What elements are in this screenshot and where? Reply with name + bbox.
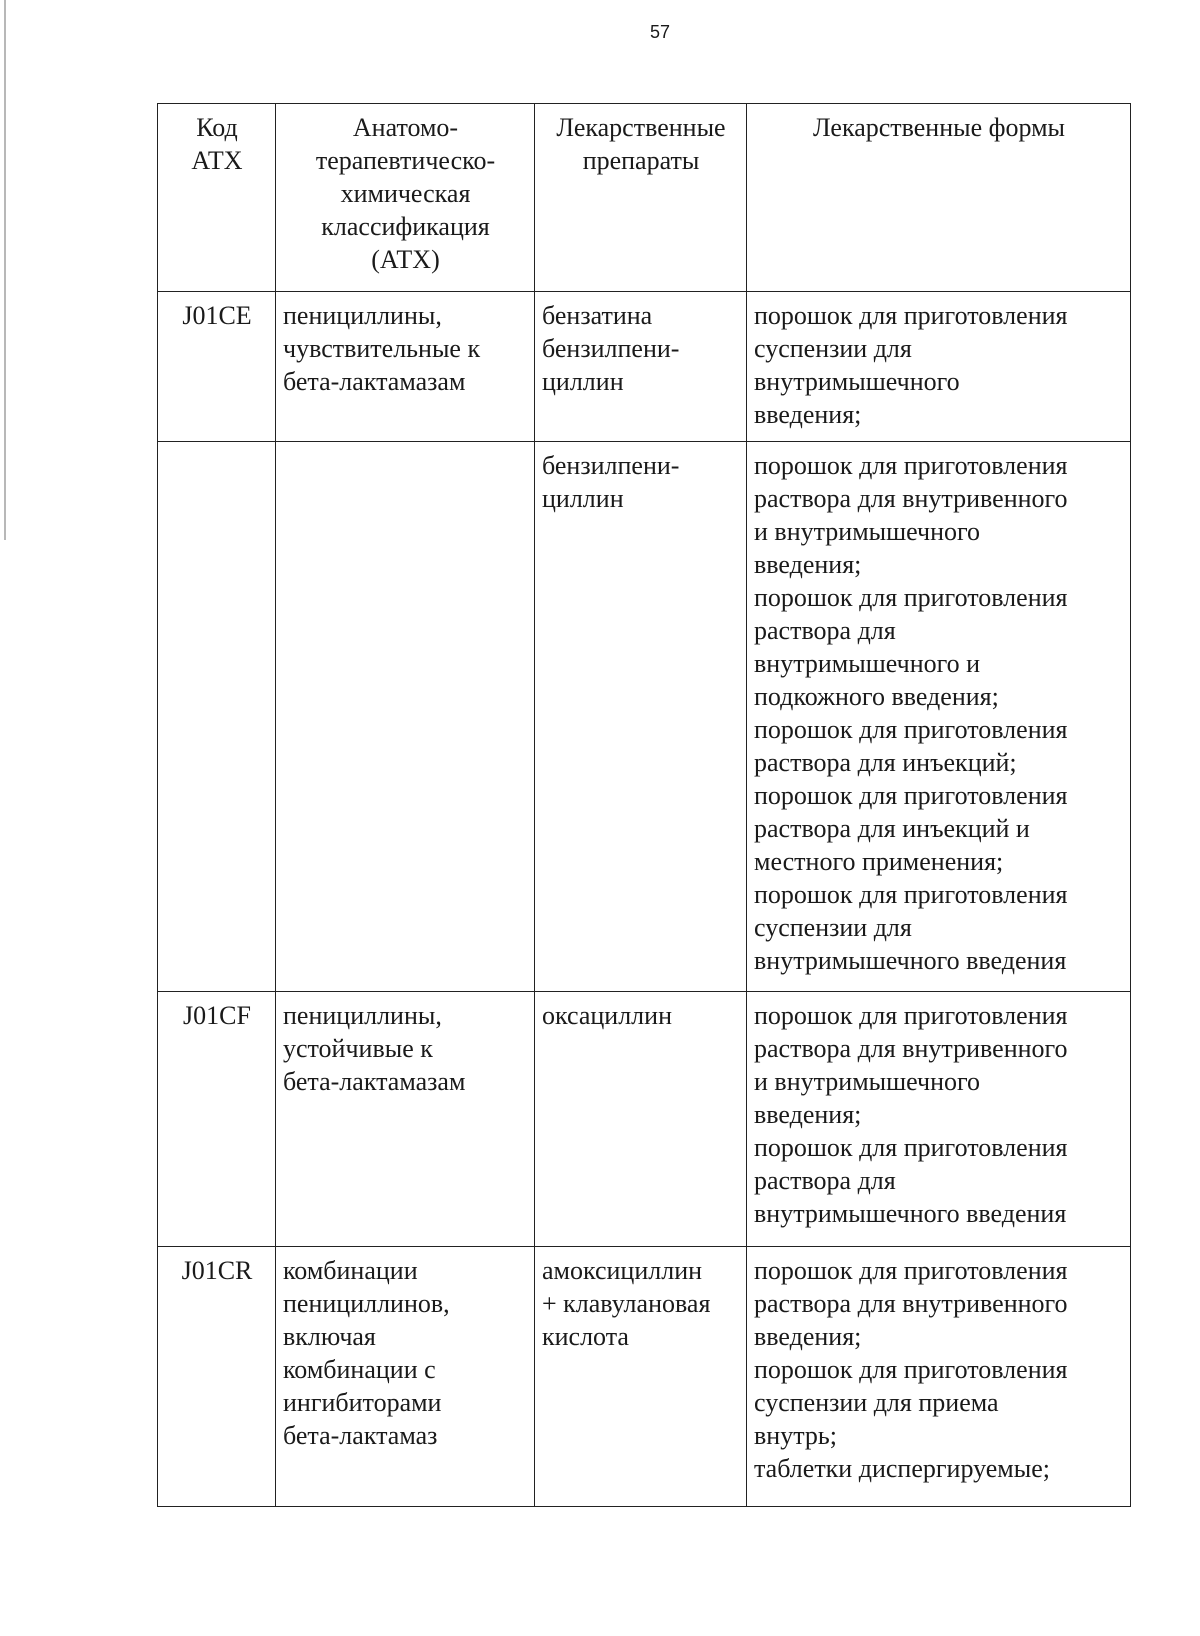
header-classification <box>276 104 535 292</box>
text-line: порошок для приготовления <box>754 1001 1068 1030</box>
table-row <box>158 442 1131 992</box>
text-line: циллин <box>542 484 624 513</box>
cell-atx-code <box>158 442 276 992</box>
text-line: раствора для внутривенного <box>754 1289 1068 1318</box>
text-line: порошок для приготовления <box>754 1355 1068 1384</box>
text-line: бензатина <box>542 301 653 330</box>
text-line: порошок для приготовления <box>754 583 1068 612</box>
text-line: АТХ <box>191 146 243 175</box>
text-line: пенициллины, <box>283 301 442 330</box>
cell-forms <box>747 1247 1131 1507</box>
text-line: суспензии для <box>754 334 912 363</box>
table-row <box>158 1247 1131 1507</box>
cell-atx-code: J01CE <box>158 292 276 442</box>
text-line: комбинации с <box>283 1355 436 1384</box>
text-line: и внутримышечного <box>754 517 981 546</box>
text-line: введения; <box>754 1322 862 1351</box>
text-line: и внутримышечного <box>754 1067 981 1096</box>
header-forms <box>747 104 1131 292</box>
text-line: включая <box>283 1322 376 1351</box>
text-line: терапевтическо- <box>315 146 496 175</box>
text-line: таблетки диспергируемые; <box>754 1454 1050 1483</box>
text-line: бензилпени- <box>542 334 680 363</box>
cell-classification <box>276 1247 535 1507</box>
text-line: порошок для приготовления <box>754 880 1068 909</box>
text-line: внутримышечного введения <box>754 1199 1067 1228</box>
text-line: внутримышечного введения <box>754 946 1067 975</box>
text-line: препараты <box>582 146 700 175</box>
text-line: внутримышечного и <box>754 649 981 678</box>
text-line: суспензии для приема <box>754 1388 999 1417</box>
header-drugs <box>535 104 747 292</box>
table-row <box>158 992 1131 1247</box>
text-line: Лекарственные <box>556 113 726 142</box>
text-line: циллин <box>542 367 624 396</box>
text-line: классификация <box>321 212 490 241</box>
text-line: порошок для приготовления <box>754 1256 1068 1285</box>
text-line: введения; <box>754 1100 862 1129</box>
cell-classification <box>276 992 535 1247</box>
text-line: Анатомо- <box>352 113 459 142</box>
text-line: бета-лактамазам <box>283 367 466 396</box>
text-line: оксациллин <box>542 1001 672 1030</box>
text-line: суспензии для <box>754 913 912 942</box>
text-line: пенициллины, <box>283 1001 442 1030</box>
text-line: порошок для приготовления <box>754 451 1068 480</box>
text-line: местного применения; <box>754 847 1004 876</box>
table-header-row <box>158 104 1131 292</box>
text-line: раствора для инъекций и <box>754 814 1030 843</box>
text-line: раствора для внутривенного <box>754 1034 1068 1063</box>
text-line: введения; <box>754 400 862 429</box>
cell-atx-code: J01CF <box>158 992 276 1247</box>
text-line: порошок для приготовления <box>754 301 1068 330</box>
text-line: раствора для инъекций; <box>754 748 1017 777</box>
cell-drug <box>535 292 747 442</box>
text-line: порошок для приготовления <box>754 1133 1068 1162</box>
table-row <box>158 292 1131 442</box>
text-line: пенициллинов, <box>283 1289 450 1318</box>
text-line: + клавулановая <box>542 1289 711 1318</box>
text-line: чувствительные к <box>283 334 481 363</box>
cell-forms <box>747 442 1131 992</box>
cell-atx-code: J01CR <box>158 1247 276 1507</box>
text-line: Код <box>196 113 238 142</box>
text-line: бета-лактамаз <box>283 1421 438 1450</box>
cell-drug <box>535 992 747 1247</box>
cell-drug <box>535 442 747 992</box>
text-line: раствора для внутривенного <box>754 484 1068 513</box>
text-line: бензилпени- <box>542 451 680 480</box>
text-line: раствора для <box>754 616 896 645</box>
cell-forms <box>747 292 1131 442</box>
text-line: порошок для приготовления <box>754 781 1068 810</box>
text-line: раствора для <box>754 1166 896 1195</box>
text-line: комбинации <box>283 1256 418 1285</box>
text-line: химическая <box>340 179 471 208</box>
cell-forms <box>747 992 1131 1247</box>
cell-classification <box>276 292 535 442</box>
cell-drug <box>535 1247 747 1507</box>
scan-edge-line <box>4 0 6 540</box>
page-number: 57 <box>649 22 671 42</box>
text-line: введения; <box>754 550 862 579</box>
text-line: устойчивые к <box>283 1034 433 1063</box>
text-line: ингибиторами <box>283 1388 442 1417</box>
text-line: Лекарственные формы <box>812 113 1066 142</box>
text-line: амоксициллин <box>542 1256 703 1285</box>
text-line: подкожного введения; <box>754 682 999 711</box>
atx-table <box>157 103 1131 1507</box>
header-code <box>158 104 276 292</box>
text-line: бета-лактамазам <box>283 1067 466 1096</box>
cell-classification <box>276 442 535 992</box>
text-line: (АТХ) <box>371 245 440 274</box>
text-line: кислота <box>542 1322 629 1351</box>
text-line: внутримышечного <box>754 367 960 396</box>
text-line: внутрь; <box>754 1421 837 1450</box>
text-line: порошок для приготовления <box>754 715 1068 744</box>
